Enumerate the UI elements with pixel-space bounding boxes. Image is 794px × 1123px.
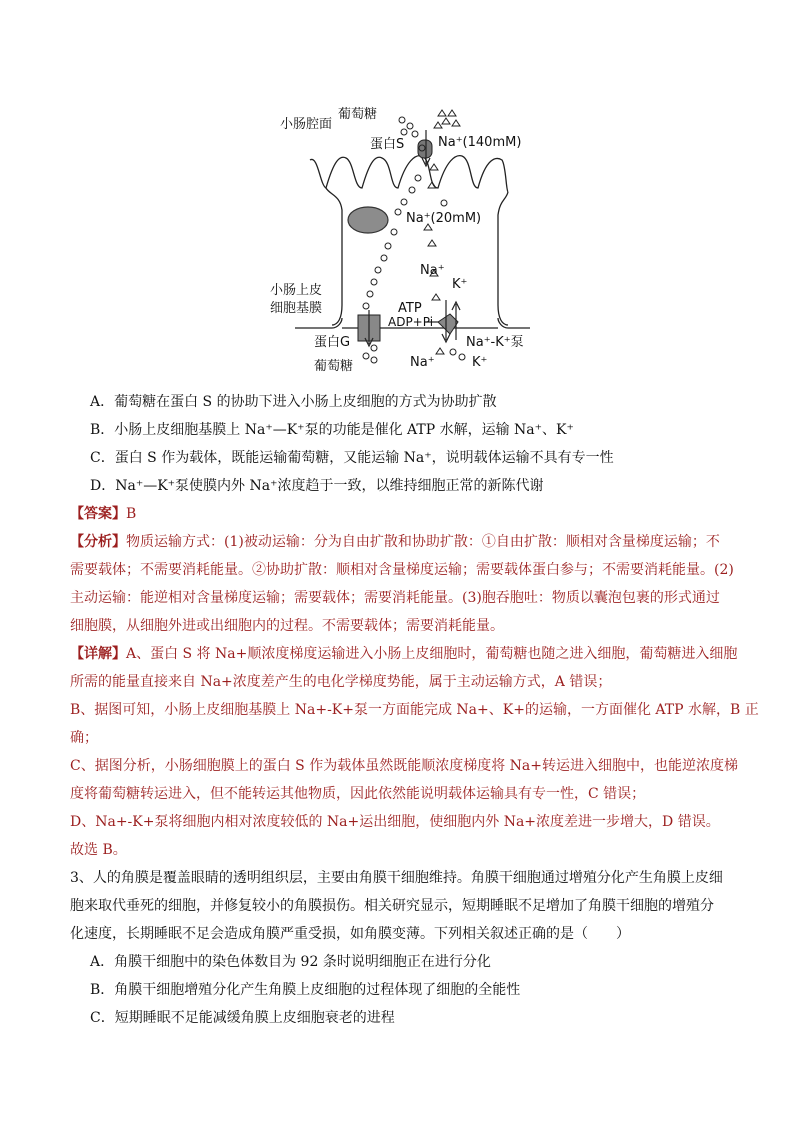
q3-option-c: C．短期睡眠不足能减缓角膜上皮细胞衰老的进程: [90, 1010, 395, 1026]
label-k-mid: K⁺: [452, 277, 468, 292]
q3-stem-2: 胞来取代垂死的细胞，并修复较小的角膜损伤。相关研究显示，短期睡眠不足增加了角膜干细胞的增殖分: [70, 898, 714, 914]
cell-transport-svg: [270, 100, 540, 385]
label-atp: ATP: [398, 301, 422, 316]
q3-option-a: A．角膜干细胞中的染色体数目为 92 条时说明细胞正在进行分化: [90, 954, 491, 970]
label-k-bottom: K⁺: [472, 355, 488, 370]
option-b: B．小肠上皮细胞基膜上 Na⁺—K⁺泵的功能是催化 ATP 水解，运输 Na⁺、K⁺: [90, 422, 574, 438]
nucleus: [348, 207, 388, 233]
analysis-line-2: 需要载体；不需要消耗能量。②协助扩散：顺相对含量梯度运输；需要载体蛋白参与；不需要消耗能量。(2): [70, 562, 734, 578]
left-lateral-membrane: [326, 188, 342, 325]
answer-tag: 【答案】: [70, 506, 126, 522]
label-na-bottom: Na⁺: [410, 355, 435, 370]
option-d: D．Na⁺—K⁺泵使膜内外 Na⁺浓度趋于一致，以维持细胞正常的新陈代谢: [90, 478, 544, 494]
detail-line-1: [70, 640, 738, 668]
answer-value: B: [126, 506, 137, 522]
q3-stem-1: 3、人的角膜是覆盖眼睛的透明组织层，主要由角膜干细胞维持。角膜干细胞通过增殖分化产生角膜上皮细: [70, 870, 723, 886]
detail-line-2: 所需的能量直接来自 Na+浓度差产生的电化学梯度势能，属于主动运输方式，A 错误；: [70, 674, 612, 690]
label-protein-g: 蛋白G: [314, 335, 351, 350]
label-glucose-top: 葡萄糖: [338, 107, 378, 122]
detail-text: A、蛋白 S 将 Na+顺浓度梯度运输进入小肠上皮细胞时，葡萄糖也随之进入细胞，葡萄糖进入细胞: [126, 646, 738, 662]
transport-diagram: [270, 100, 540, 385]
detail-line-8: 故选 B。: [70, 842, 127, 858]
label-na-mid: Na⁺: [420, 263, 445, 278]
right-lateral-membrane: [498, 192, 508, 325]
detail-line-6: 度将葡萄糖转运进入，但不能转运其他物质，因此依然能说明载体运输具有专一性，C 错误；: [70, 786, 646, 802]
q3-option-b: B．角膜干细胞增殖分化产生角膜上皮细胞的过程体现了细胞的全能性: [90, 982, 521, 998]
option-c: C．蛋白 S 作为载体，既能运输葡萄糖，又能运输 Na⁺，说明载体运输不具有专一性: [90, 450, 614, 466]
answer-line: [70, 500, 730, 528]
label-protein-s: 蛋白S: [370, 137, 405, 152]
detail-line-5: C、据图分析，小肠细胞膜上的蛋白 S 作为载体虽然既能顺浓度梯度将 Na+转运进入细胞中，也能逆浓度梯: [70, 758, 738, 774]
label-lumen: 小肠腔面: [280, 117, 333, 132]
na-k-pump: [438, 314, 458, 334]
label-na-out: Na⁺(140mM): [438, 135, 522, 150]
apical-membrane: [310, 156, 508, 192]
question-content: [70, 388, 759, 1032]
q3-stem-3: 化速度，长期睡眠不足会造成角膜严重受损，如角膜变薄。下列相关叙述正确的是（ ）: [70, 926, 630, 942]
analysis-tag: 【分析】: [70, 534, 126, 550]
analysis-line-3: 主动运输：能逆相对含量梯度运输；需要载体；需要消耗能量。(3)胞吞胞吐：物质以囊泡包裹的形式通过: [70, 590, 720, 606]
label-pump: Na⁺-K⁺泵: [466, 335, 524, 350]
option-a: A．葡萄糖在蛋白 S 的协助下进入小肠上皮细胞的方式为协助扩散: [90, 394, 497, 410]
detail-line-3: B、据图可知，小肠上皮细胞基膜上 Na+-K+泵一方面能完成 Na+、K+的运输，一方面催化 ATP 水解，B 正: [70, 702, 759, 718]
analysis-line-4: 细胞膜，从细胞外进或出细胞内的过程。不需要载体；需要消耗能量。: [70, 618, 504, 634]
label-basal-2: 细胞基膜: [270, 301, 323, 316]
analysis-line-1: [70, 528, 730, 556]
label-na-in: Na⁺(20mM): [406, 211, 482, 226]
detail-line-7: D、Na+-K+泵将细胞内相对浓度较低的 Na+运出细胞，使细胞内外 Na+浓度差进一步增大，D 错误。: [70, 814, 720, 830]
label-adp: ADP+Pi: [388, 315, 434, 329]
label-basal-1: 小肠上皮: [270, 283, 323, 298]
detail-tag: 【详解】: [70, 646, 126, 662]
detail-line-4: 确；: [70, 730, 98, 746]
label-glucose-bottom: 葡萄糖: [314, 359, 354, 374]
analysis-text: 物质运输方式：(1)被动运输：分为自由扩散和协助扩散：①自由扩散：顺相对含量梯度运输；不: [126, 534, 720, 550]
